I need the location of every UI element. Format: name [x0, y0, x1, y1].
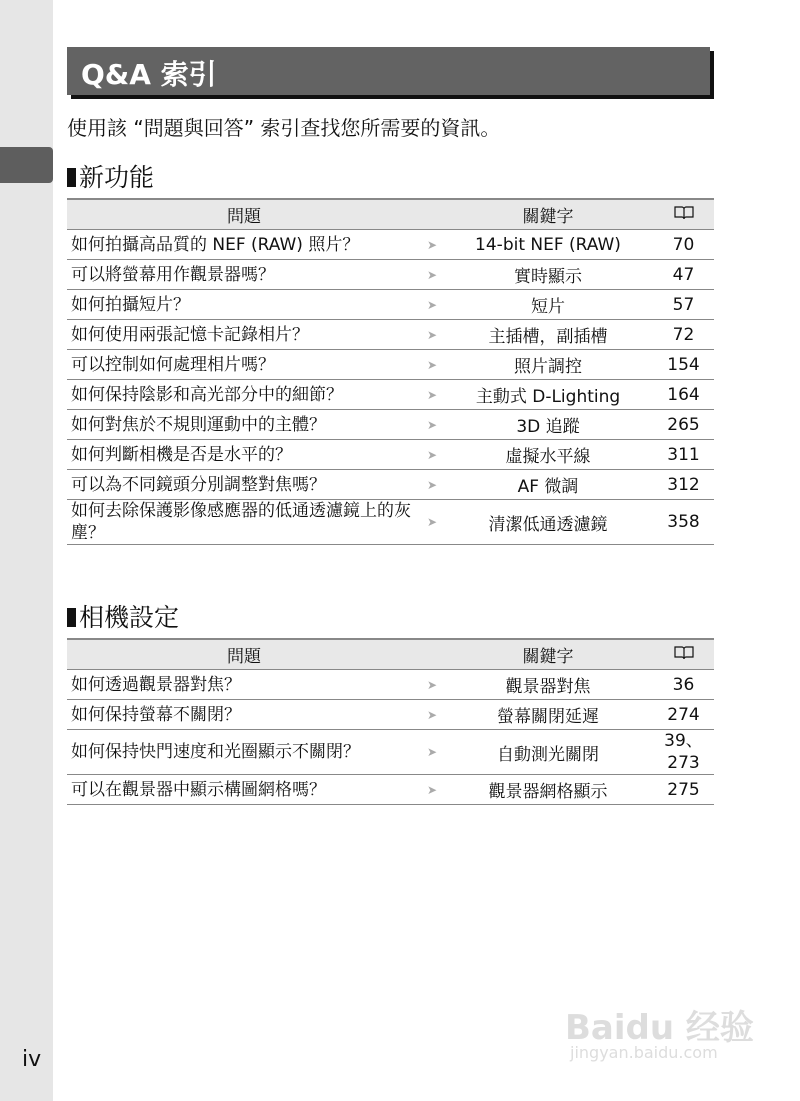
book-icon	[653, 199, 714, 230]
arrow-icon: ➤	[421, 260, 443, 290]
page-title: Q&A 索引	[81, 58, 217, 91]
arrow-icon: ➤	[421, 470, 443, 500]
arrow-icon: ➤	[421, 290, 443, 320]
intro-text: 使用該 “問題與回答” 索引查找您所需要的資訊。	[67, 116, 501, 140]
book-icon	[653, 639, 714, 670]
question-cell: 如何保持螢幕不關閉？	[67, 700, 421, 730]
keyword-cell: 照片調控	[443, 350, 653, 380]
chapter-tab	[0, 147, 53, 183]
page-cell: 39、273	[653, 730, 714, 775]
question-cell: 如何拍攝短片？	[67, 290, 421, 320]
table-row	[67, 410, 714, 440]
table-row	[67, 440, 714, 470]
question-cell: 如何拍攝高品質的 NEF (RAW) 照片？	[67, 230, 421, 260]
keyword-cell: 3D 追蹤	[443, 410, 653, 440]
table-row	[67, 380, 714, 410]
keyword-cell: 主插槽，副插槽	[443, 320, 653, 350]
question-cell: 如何透過觀景器對焦？	[67, 670, 421, 700]
table-row	[67, 320, 714, 350]
table-row	[67, 775, 714, 805]
page-cell: 47	[653, 260, 714, 290]
page-cell: 312	[653, 470, 714, 500]
keyword-cell: 短片	[443, 290, 653, 320]
table-row	[67, 500, 714, 545]
page-cell: 311	[653, 440, 714, 470]
table-row	[67, 730, 714, 775]
qa-table-camera-settings	[67, 638, 714, 805]
table-row	[67, 670, 714, 700]
question-cell: 如何保持陰影和高光部分中的細節？	[67, 380, 421, 410]
keyword-cell: 自動測光關閉	[443, 730, 653, 775]
header-question: 問題	[67, 199, 421, 230]
header-keyword: 關鍵字	[443, 199, 653, 230]
arrow-icon: ➤	[421, 380, 443, 410]
table-header	[67, 639, 714, 670]
page-cell: 164	[653, 380, 714, 410]
keyword-cell: 螢幕關閉延遲	[443, 700, 653, 730]
question-cell: 可以將螢幕用作觀景器嗎？	[67, 260, 421, 290]
arrow-icon: ➤	[421, 670, 443, 700]
keyword-cell: 觀景器對焦	[443, 670, 653, 700]
keyword-cell: AF 微調	[443, 470, 653, 500]
page-cell: 275	[653, 775, 714, 805]
table-header	[67, 199, 714, 230]
question-cell: 如何去除保護影像感應器的低通透濾鏡上的灰塵？	[67, 500, 421, 545]
arrow-icon: ➤	[421, 500, 443, 545]
page-number: iv	[22, 1047, 42, 1072]
question-cell: 如何對焦於不規則運動中的主體？	[67, 410, 421, 440]
page-cell: 358	[653, 500, 714, 545]
question-cell: 可以控制如何處理相片嗎？	[67, 350, 421, 380]
question-cell: 可以為不同鏡頭分別調整對焦嗎？	[67, 470, 421, 500]
table-row	[67, 230, 714, 260]
watermark-logo: Baidu 经验	[565, 1008, 754, 1048]
header-question: 問題	[67, 639, 421, 670]
question-cell: 如何使用兩張記憶卡記錄相片？	[67, 320, 421, 350]
page-cell: 274	[653, 700, 714, 730]
arrow-icon: ➤	[421, 410, 443, 440]
title-bar	[67, 47, 710, 95]
header-keyword: 關鍵字	[443, 639, 653, 670]
arrow-icon: ➤	[421, 775, 443, 805]
page-cell: 36	[653, 670, 714, 700]
question-cell: 如何判斷相機是否是水平的？	[67, 440, 421, 470]
table-row	[67, 470, 714, 500]
qa-table-new-features	[67, 198, 714, 545]
arrow-icon: ➤	[421, 440, 443, 470]
arrow-icon: ➤	[421, 230, 443, 260]
keyword-cell: 主動式 D-Lighting	[443, 380, 653, 410]
table-row	[67, 700, 714, 730]
watermark-url: jingyan.baidu.com	[570, 1043, 718, 1062]
section-heading: 相機設定	[67, 598, 179, 634]
page-cell: 57	[653, 290, 714, 320]
arrow-icon: ➤	[421, 350, 443, 380]
keyword-cell: 觀景器網格顯示	[443, 775, 653, 805]
page-cell: 265	[653, 410, 714, 440]
question-cell: 可以在觀景器中顯示構圖網格嗎？	[67, 775, 421, 805]
keyword-cell: 虛擬水平線	[443, 440, 653, 470]
square-bullet-icon	[67, 608, 76, 627]
arrow-icon: ➤	[421, 320, 443, 350]
table-row	[67, 260, 714, 290]
section-heading: 新功能	[67, 158, 154, 194]
page-cell: 70	[653, 230, 714, 260]
table-row	[67, 290, 714, 320]
square-bullet-icon	[67, 168, 76, 187]
keyword-cell: 實時顯示	[443, 260, 653, 290]
question-cell: 如何保持快門速度和光圈顯示不關閉？	[67, 730, 421, 775]
page-cell: 72	[653, 320, 714, 350]
page-cell: 154	[653, 350, 714, 380]
arrow-icon: ➤	[421, 730, 443, 775]
table-row	[67, 350, 714, 380]
keyword-cell: 14-bit NEF (RAW)	[443, 230, 653, 260]
keyword-cell: 清潔低通透濾鏡	[443, 500, 653, 545]
arrow-icon: ➤	[421, 700, 443, 730]
